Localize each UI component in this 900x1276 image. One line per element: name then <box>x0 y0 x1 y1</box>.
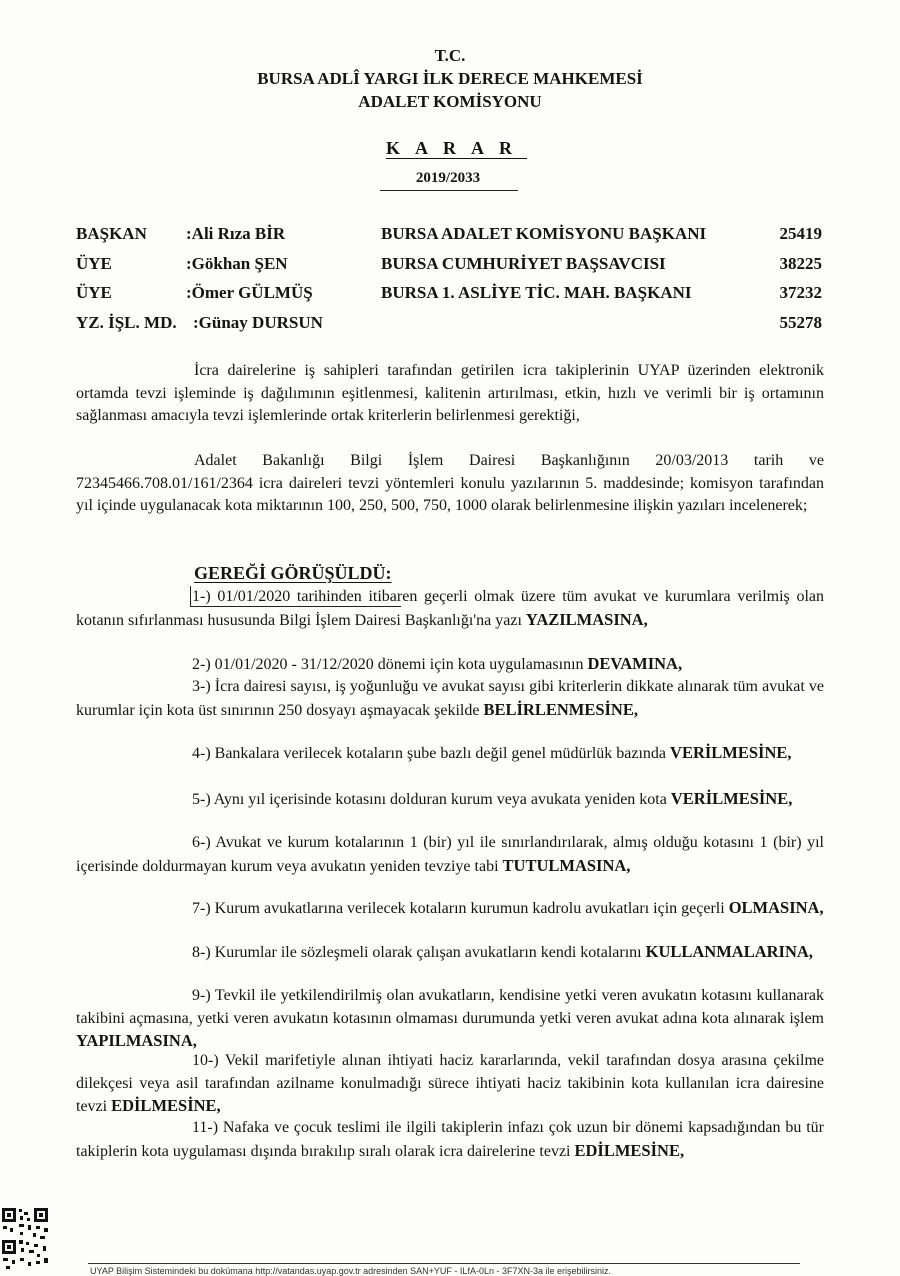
member-row-2 <box>0 283 900 305</box>
resolution-item-1: 1-) 01/01/2020 tarihinden itibaren geçerli olmak üzere tüm avukat ve kurumlara verilmiş olan kotanın sıfırlanması hususunda Bilgi İşlem Dairesi Başkanlığı'na yazı YAZILMASINA, <box>76 588 824 629</box>
decision-label: KARAR <box>386 138 527 158</box>
member-row-president <box>0 224 900 246</box>
header-court: BURSA ADLÎ YARGI İLK DERECE MAHKEMESİ <box>257 69 643 88</box>
member-name: :Ömer GÜLMÜŞ <box>186 283 313 302</box>
member-name: :Gökhan ŞEN <box>186 254 288 273</box>
resolution-item-4: 4-) Bankalara verilecek kotaların şube bazlı değil genel müdürlük bazında VERİLMESİNE, <box>192 743 792 762</box>
header-country: T.C. <box>434 46 466 65</box>
decision-number: 2019/2033 <box>415 170 481 186</box>
resolution-item-3: 3-) İcra dairesi sayısı, iş yoğunluğu ve avukat sayısı gibi kriterlerin dikkate alınarak tüm avukat ve kurumlar için kota üst sınırının 250 dosyayı aşmayacak şekilde BELİRLENMESİNE, <box>76 678 824 719</box>
resolution-item-8: 8-) Kurumlar ile sözleşmeli olarak çalışan avukatların kendi kotalarını KULLANMALARINA, <box>192 942 813 961</box>
resolution-title: GEREĞİ GÖRÜŞÜLDÜ: <box>194 563 392 583</box>
member-title: BURSA ADALET KOMİSYONU BAŞKANI <box>381 224 707 243</box>
resolution-item-5: 5-) Aynı yıl içerisinde kotasını dolduran kurum veya avukata yeniden kota VERİLMESİNE, <box>192 789 793 808</box>
resolution-item-11: 11-) Nafaka ve çocuk teslimi ile ilgili takiplerin infazı çok uzun bir dönemi kapsadığından bu tür takiplerin kota uygulaması dışında bırakılıp sıralı olarak icra dairelerine tevzi EDİLMESİNE, <box>76 1119 824 1160</box>
resolution-item-10: 10-) Vekil marifetiyle alınan ihtiyati haciz kararlarında, vekil tarafından dosya arasına çekilme dilekçesi veya asil tarafından azilname konulmadığı sürece ihtiyati haciz takibinin kota kullanılan icra dairesine tevzi EDİLMESİNE, <box>76 1052 824 1115</box>
resolution-item-7: 7-) Kurum avukatlarına verilecek kotaların kurumun kadrolu avukatları için geçerli OLMASINA, <box>192 898 824 917</box>
footer-rule <box>88 1263 800 1264</box>
member-role: BAŞKAN <box>76 224 147 243</box>
decision-rule <box>380 190 518 191</box>
member-number: 38225 <box>779 254 822 273</box>
member-title: BURSA 1. ASLİYE TİC. MAH. BAŞKANI <box>381 283 692 302</box>
member-row-1 <box>0 254 900 276</box>
member-row-clerk <box>0 313 900 335</box>
resolution-item-2: 2-) 01/01/2020 - 31/12/2020 dönemi için kota uygulamasının DEVAMINA, <box>192 654 683 673</box>
resolution-item-9: 9-) Tevkil ile yetkilendirilmiş olan avukatların, kendisine yetki veren avukatın kotasını kullanarak takibini açmasına, yetki veren avukatın kotasının olmaması durumunda yetki veren avukat adına kota alınarak işlem YAPILMASINA, <box>76 987 824 1050</box>
member-name: :Günay DURSUN <box>193 313 323 332</box>
member-number: 55278 <box>779 313 822 332</box>
member-role: ÜYE <box>76 254 112 273</box>
intro-paragraph-2: Adalet Bakanlığı Bilgi İşlem Dairesi Başkanlığının 20/03/2013 tarih ve 72345466.708.01/161/2364 icra daireleri tevzi yöntemleri konulu yazılarının 5. maddesinde; komisyon tarafından yıl içinde uygulanacak kota miktarının 100, 250, 500, 750, 1000 olarak belirlenmesine ilişkin yazıları incelenerek; <box>76 452 824 514</box>
resolution-item-6: 6-) Avukat ve kurum kotalarının 1 (bir) yıl ile sınırlandırılarak, almış olduğu kotasını 1 (bir) yıl içerisinde doldurmayan kurum veya avukatın yeniden tevziye tabi TUTULMASINA, <box>76 834 824 875</box>
member-role: YZ. İŞL. MD. <box>76 313 177 332</box>
qr-code-icon <box>0 1206 52 1270</box>
member-number: 25419 <box>779 224 822 243</box>
footer-verification-text: UYAP Bilişim Sistemindeki bu dokümana http://vatandas.uyap.gov.tr adresinden SAN+YUF - ILfA-0Ln - 3F7XN-3a ile erişebilirsiniz. <box>90 1266 611 1276</box>
member-role: ÜYE <box>76 283 112 302</box>
intro-paragraph-1: İcra dairelerine iş sahipleri tarafından getirilen icra takiplerinin UYAP üzerinden elektronik ortamda tevzi işleminde iş dağılımının eşitlenmesi, kalitenin artırılması, etkin, hızlı ve verimli bir iş ortamının sağlanması amacıyla tevzi işlemlerinde ortak kriterlerin belirlenmesi gerektiği, <box>76 362 824 424</box>
header-commission: ADALET KOMİSYONU <box>358 92 542 111</box>
member-number: 37232 <box>779 283 822 302</box>
member-title: BURSA CUMHURİYET BAŞSAVCISI <box>381 254 666 273</box>
member-name: :Ali Rıza BİR <box>186 224 286 243</box>
